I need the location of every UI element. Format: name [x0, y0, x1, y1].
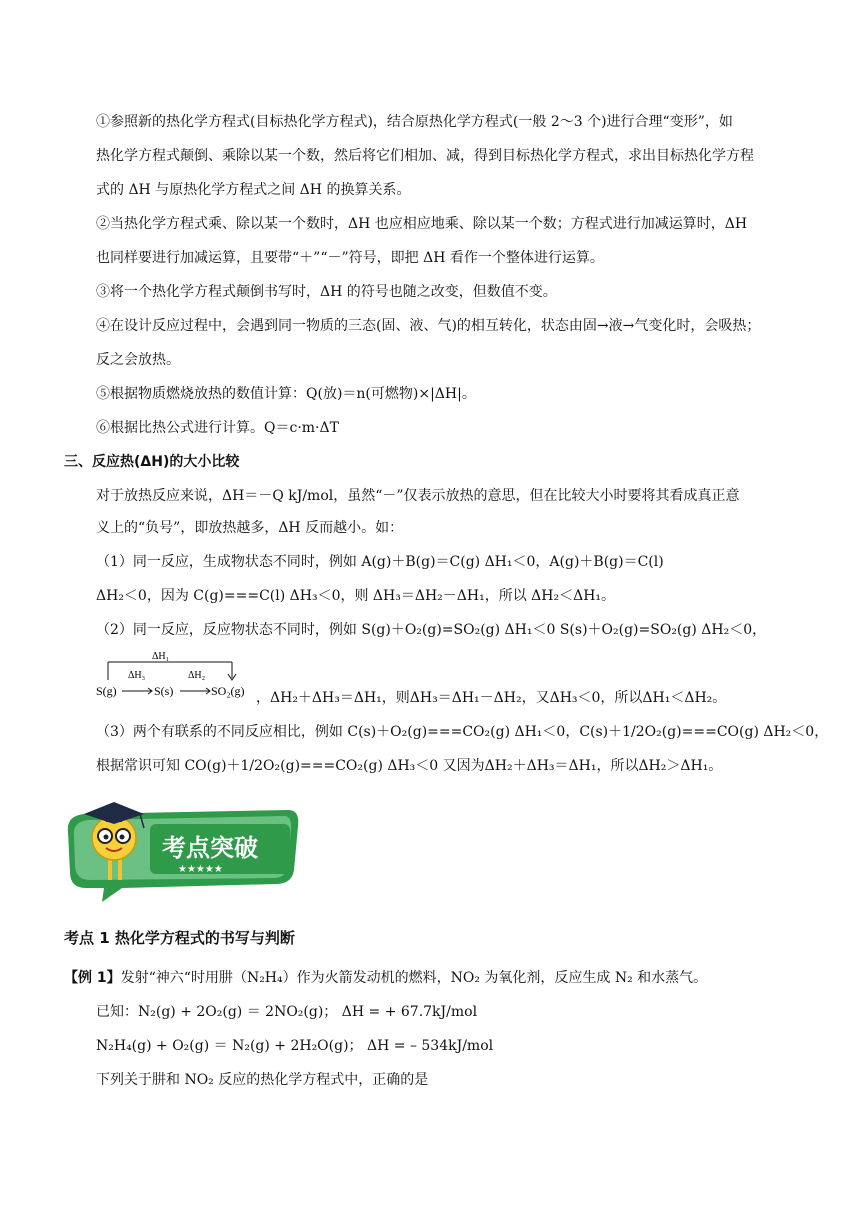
- rule-1-line-1: ①参照新的热化学方程式(目标热化学方程式)，结合原热化学方程式(一般 2～3 个)进行合理“变形”，如: [96, 114, 733, 130]
- rule-2-line-2: 也同样要进行加减运算，且要带“＋”“－”符号，即把 ΔH 看作一个整体进行运算。: [96, 250, 604, 266]
- section-intro-line-1: 对于放热反应来说，ΔH＝－Q kJ/mol，虽然“－”仅表示放热的意思，但在比较大小时要将其看成真正意: [96, 488, 740, 504]
- known-equation-2: N₂H₄(g) + O₂(g) ＝ N₂(g) + 2H₂O(g)； ΔH = – 534kJ/mol: [96, 1038, 494, 1054]
- scheme-s-solid: S(s): [154, 684, 174, 698]
- case-2-line-1: （2）同一反应，反应物状态不同时，例如 S(g)＋O₂(g)=SO₂(g) ΔH₁＜0 S(s)＋O₂(g)=SO₂(g) ΔH₂＜0，: [96, 622, 767, 638]
- scheme-dh2-label: ΔH₂: [188, 670, 206, 681]
- example-1-tag: 【例 1】: [64, 970, 121, 986]
- example-1-question: 下列关于肼和 NO₂ 反应的热化学方程式中，正确的是: [96, 1072, 429, 1088]
- scheme-dh3-label: ΔH₃: [128, 670, 146, 681]
- rule-1-line-3: 式的 ΔH 与原热化学方程式之间 ΔH 的换算关系。: [96, 182, 411, 198]
- reaction-scheme-diagram: [96, 648, 256, 700]
- section-heading: 三、反应热(ΔH)的大小比较: [64, 454, 240, 470]
- case-1-line-2: ΔH₂＜0，因为 C(g)===C(l) ΔH₃＜0，则 ΔH₃＝ΔH₂－ΔH₁，所以 ΔH₂＜ΔH₁。: [96, 588, 616, 604]
- point-1-heading: 考点 1 热化学方程式的书写与判断: [64, 929, 295, 947]
- case-3-line-1: （3）两个有联系的不同反应相比，例如 C(s)＋O₂(g)===CO₂(g) ΔH₁＜0，C(s)＋1/2O₂(g)===CO(g) ΔH₂＜0，: [96, 724, 829, 740]
- case-3-line-2: 根据常识可知 CO(g)＋1/2O₂(g)===CO₂(g) ΔH₃＜0 又因为ΔH₂＋ΔH₃＝ΔH₁，所以ΔH₂＞ΔH₁。: [96, 758, 723, 774]
- rule-6: ⑥根据比热公式进行计算。Q＝c·m·ΔT: [96, 420, 339, 436]
- badge-title: 考点突破: [162, 834, 258, 862]
- scheme-dh1-label: ΔH₁: [152, 651, 170, 662]
- rule-3: ③将一个热化学方程式颠倒书写时，ΔH 的符号也随之改变，但数值不变。: [96, 284, 557, 300]
- section-intro-line-2: 义上的“负号”，即放热越多，ΔH 反而越小。如：: [96, 520, 404, 536]
- badge-stars: ★★★★★: [178, 864, 223, 875]
- case-2-line-2: ，ΔH₂＋ΔH₃＝ΔH₁，则ΔH₃＝ΔH₁－ΔH₂，又ΔH₃＜0，所以ΔH₁＜ΔH₂。: [256, 690, 727, 706]
- rule-5: ⑤根据物质燃烧放热的数值计算：Q(放)＝n(可燃物)×|ΔH|。: [96, 386, 476, 402]
- scheme-s-gas: S(g): [96, 684, 117, 698]
- case-1-line-1: （1）同一反应，生成物状态不同时，例如 A(g)＋B(g)＝C(g) ΔH₁＜0，A(g)＋B(g)＝C(l): [96, 554, 664, 570]
- known-equation-1: 已知：N₂(g) + 2O₂(g) ＝ 2NO₂(g)； ΔH = + 67.7kJ/mol: [96, 1004, 478, 1020]
- rule-2-line-1: ②当热化学方程式乘、除以某一个数时，ΔH 也应相应地乘、除以某一个数；方程式进行加减运算时，ΔH: [96, 216, 748, 232]
- key-points-badge: [62, 792, 302, 904]
- scheme-so2-gas: SO₂(g): [211, 684, 245, 698]
- rule-4-line-2: 反之会放热。: [96, 352, 180, 368]
- rule-4-line-1: ④在设计反应过程中，会遇到同一物质的三态(固、液、气)的相互转化，状态由固→液→气变化时，会吸热；: [96, 318, 761, 334]
- example-1: [64, 968, 707, 988]
- example-1-text: 发射“神六“时用肼（N₂H₄）作为火箭发动机的燃料，NO₂ 为氧化剂，反应生成 N₂ 和水蒸气。: [120, 970, 708, 986]
- rule-1-line-2: 热化学方程式颠倒、乘除以某一个数，然后将它们相加、减，得到目标热化学方程式，求出目标热化学方程: [96, 148, 754, 164]
